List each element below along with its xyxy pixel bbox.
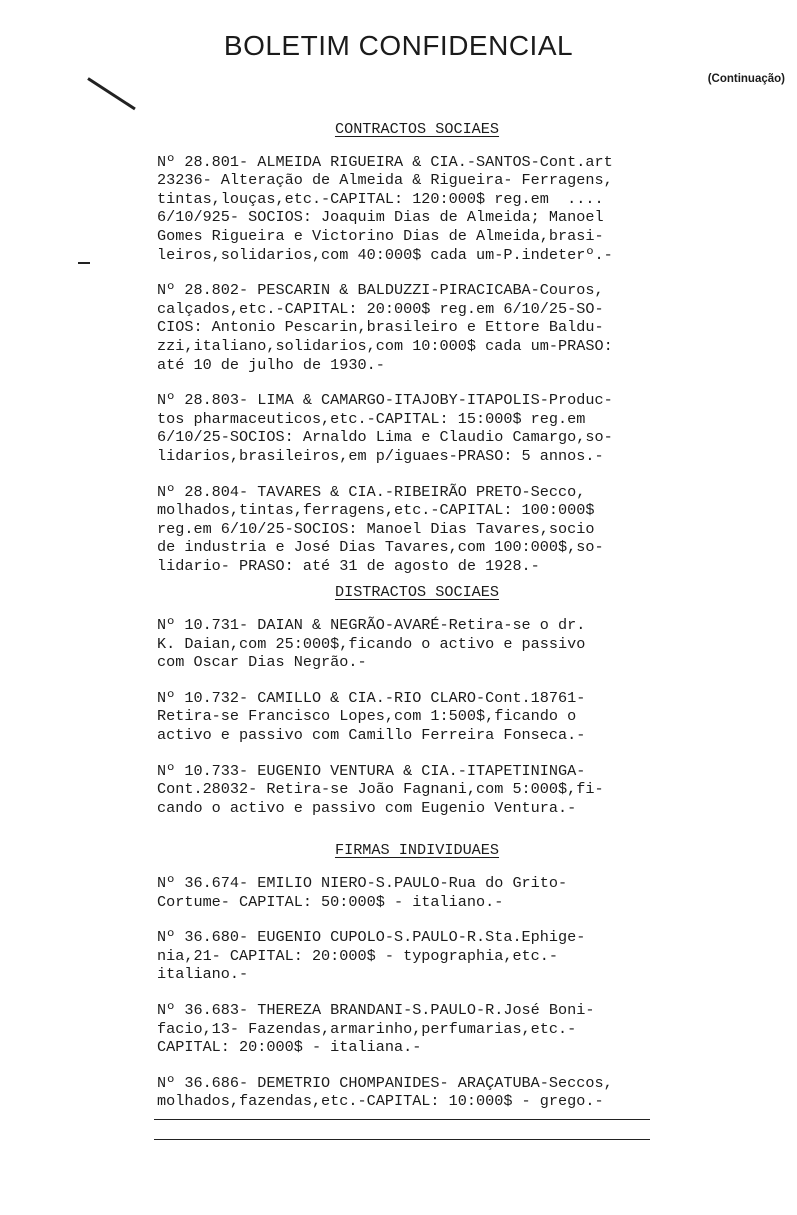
entry-line: molhados,fazendas,etc.-CAPITAL: 10:000$ - grego.- xyxy=(157,1092,604,1111)
entry-10731 xyxy=(157,616,677,672)
entry-line: nia,21- CAPITAL: 20:000$ - typographia,etc.- xyxy=(157,946,559,965)
entry-line: Nº 36.683- THEREZA BRANDANI-S.PAULO-R.José Boni- xyxy=(157,1000,595,1019)
section-firmas-individuaes xyxy=(157,841,677,1111)
entry-line: Nº 28.801- ALMEIDA RIGUEIRA & CIA.-SANTOS-Cont.art xyxy=(157,152,613,171)
document-body xyxy=(157,116,677,1128)
entry-36683 xyxy=(157,1001,677,1057)
entry-line: Cont.28032- Retira-se João Fagnani,com 5:000$,fi- xyxy=(157,780,604,799)
entry-line: Cortume- CAPITAL: 50:000$ - italiano.- xyxy=(157,892,504,911)
entry-line: 6/10/925- SOCIOS: Joaquim Dias de Almeida; Manoel xyxy=(157,208,604,227)
entry-line: leiros,solidarios,com 40:000$ cada um-P.indeterº.- xyxy=(157,245,613,264)
entry-line: 23236- Alteração de Almeida & Rigueira- Ferragens, xyxy=(157,171,613,190)
entry-line: reg.em 6/10/25-SOCIOS: Manoel Dias Tavares,socio xyxy=(157,519,595,538)
section-contractos-sociaes xyxy=(157,120,677,575)
entry-line: Nº 36.680- EUGENIO CUPOLO-S.PAULO-R.Sta.Ephige- xyxy=(157,928,586,947)
entry-line: Nº 10.731- DAIAN & NEGRÃO-AVARÉ-Retira-se o dr. xyxy=(157,616,586,635)
entry-10733 xyxy=(157,762,677,818)
continuation-note: (Continuação) xyxy=(707,73,785,85)
entry-line: Nº 28.803- LIMA & CAMARGO-ITAJOBY-ITAPOLIS-Produc- xyxy=(157,391,613,410)
entry-line: italiano.- xyxy=(157,965,249,984)
entry-line: lidario- PRASO: até 31 de agosto de 1928.- xyxy=(157,556,540,575)
entry-line: 6/10/25-SOCIOS: Arnaldo Lima e Claudio Camargo,so- xyxy=(157,428,613,447)
entry-line: Nº 36.686- DEMETRIO CHOMPANIDES- ARAÇATUBA-Seccos, xyxy=(157,1073,613,1092)
closing-rule-top xyxy=(154,1119,650,1120)
entry-28804 xyxy=(157,483,677,576)
closing-rule-bottom xyxy=(154,1139,650,1140)
entry-line: com Oscar Dias Negrão.- xyxy=(157,653,367,672)
entry-line: tos pharmaceuticos,etc.-CAPITAL: 15:000$ reg.em xyxy=(157,409,586,428)
entry-line: calçados,etc.-CAPITAL: 20:000$ reg.em 6/10/25-SO- xyxy=(157,299,604,318)
entry-line: até 10 de julho de 1930.- xyxy=(157,355,385,374)
entry-line: Nº 10.733- EUGENIO VENTURA & CIA.-ITAPETININGA- xyxy=(157,761,586,780)
entry-line: Nº 10.732- CAMILLO & CIA.-RIO CLARO-Cont.18761- xyxy=(157,688,586,707)
entry-line: Nº 36.674- EMILIO NIERO-S.PAULO-Rua do Grito- xyxy=(157,874,568,892)
entry-line: Retira-se Francisco Lopes,com 1:500$,ficando o xyxy=(157,707,577,726)
entry-line: Nº 28.804- TAVARES & CIA.-RIBEIRÃO PRETO-Secco, xyxy=(157,482,586,501)
entry-line: CAPITAL: 20:000$ - italiana.- xyxy=(157,1038,422,1057)
entry-28801 xyxy=(157,153,677,265)
entry-line: activo e passivo com Camillo Ferreira Fonseca.- xyxy=(157,726,586,745)
section-heading: CONTRACTOS SOCIAES xyxy=(334,120,500,138)
document-title: BOLETIM CONFIDENCIAL xyxy=(223,30,574,61)
section-heading: FIRMAS INDIVIDUAES xyxy=(334,841,500,860)
entry-line: facio,13- Fazendas,armarinho,perfumarias,etc.- xyxy=(157,1019,577,1038)
entry-line: tintas,louças,etc.-CAPITAL: 120:000$ reg.em .... xyxy=(157,189,604,208)
scan-mark xyxy=(78,262,90,264)
entry-36680 xyxy=(157,928,677,984)
entry-28802 xyxy=(157,281,677,374)
entry-line: molhados,tintas,ferragens,etc.-CAPITAL: 100:000$ xyxy=(157,501,595,520)
entry-36686 xyxy=(157,1074,677,1111)
section-distractos-sociaes xyxy=(157,583,677,817)
entry-line: de industria e José Dias Tavares,com 100:000$,so- xyxy=(157,538,604,557)
entry-line: Nº 28.802- PESCARIN & BALDUZZI-PIRACICABA-Couros, xyxy=(157,281,604,300)
entry-line: K. Daian,com 25:000$,ficando o activo e passivo xyxy=(157,634,586,653)
section-heading: DISTRACTOS SOCIAES xyxy=(334,583,500,602)
entry-28803 xyxy=(157,391,677,465)
scan-mark xyxy=(87,77,136,110)
entry-36674 xyxy=(157,874,677,911)
entry-line: zzi,italiano,solidarios,com 10:000$ cada um-PRASO: xyxy=(157,336,613,355)
entry-line: cando o activo e passivo com Eugenio Ventura.- xyxy=(157,798,577,817)
entry-line: CIOS: Antonio Pescarin,brasileiro e Ettore Baldu- xyxy=(157,318,604,337)
entry-10732 xyxy=(157,689,677,745)
entry-line: Gomes Rigueira e Victorino Dias de Almeida,brasi- xyxy=(157,226,604,245)
entry-line: lidarios,brasileiros,em p/iguaes-PRASO: 5 annos.- xyxy=(157,446,604,465)
